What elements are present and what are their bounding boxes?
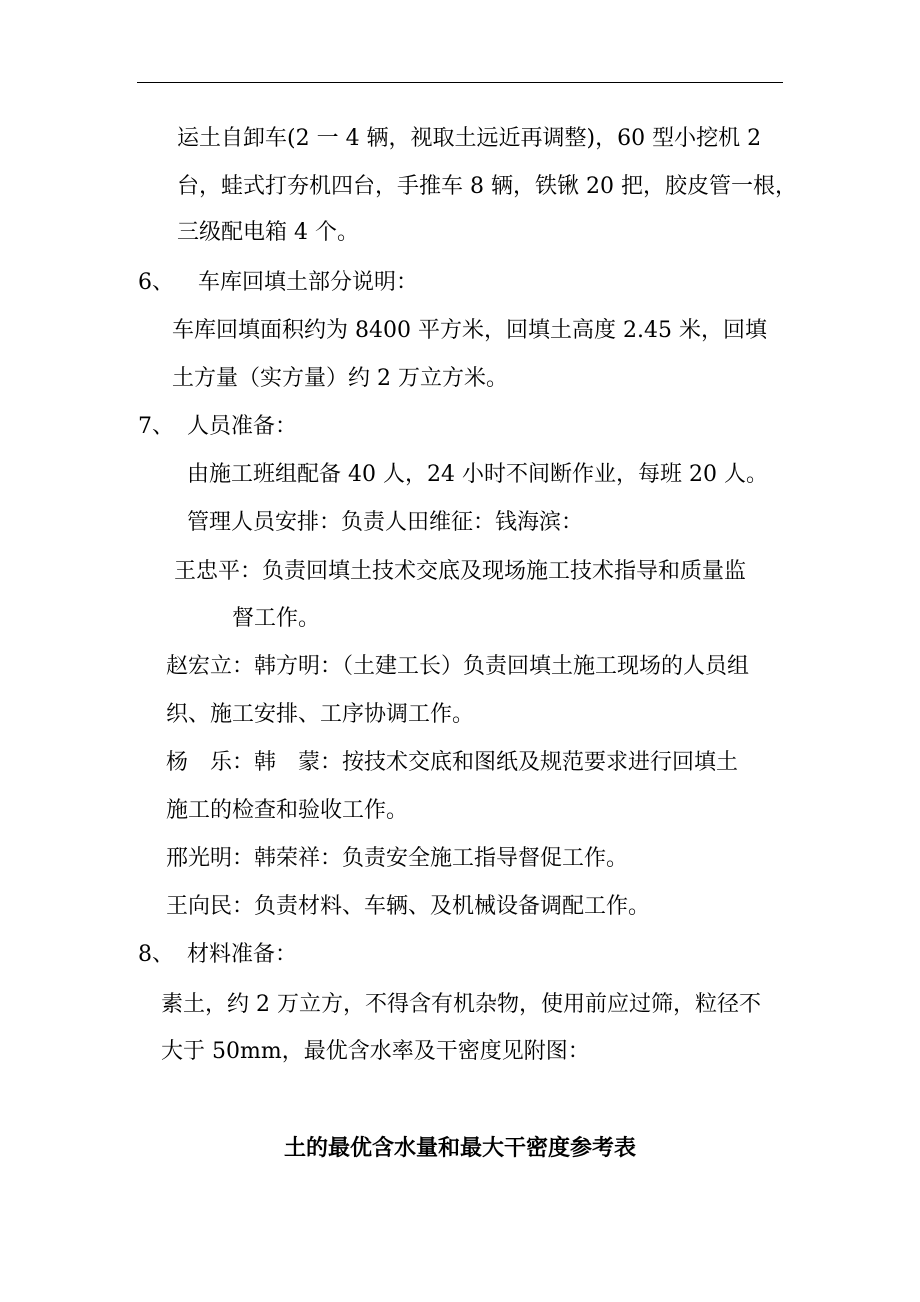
- text-line: 三级配电箱 4 个。: [177, 220, 359, 245]
- text-line: 邢光明：韩荣祥：负责安全施工指导督促工作。: [166, 846, 629, 871]
- text-line: 织、施工安排、工序协调工作。: [166, 702, 475, 727]
- section-number: 8、: [138, 942, 174, 967]
- text-line: 王忠平：负责回填土技术交底及现场施工技术指导和质量监: [174, 559, 747, 584]
- text-line: 由施工班组配备 40 人，24 小时不间断作业，每班 20 人。: [187, 462, 768, 487]
- text-line: 王向民：负责材料、车辆、及机械设备调配工作。: [166, 894, 651, 919]
- text-line: 运土自卸车(2 一 4 辆，视取土远近再调整)，60 型小挖机 2: [177, 126, 762, 151]
- text-line: 督工作。: [232, 606, 321, 631]
- text-line: 施工的检查和验收工作。: [166, 798, 409, 823]
- text-line: 赵宏立：韩方明：（土建工长）负责回填土施工现场的人员组: [166, 654, 750, 679]
- header-rule: [137, 82, 783, 83]
- section-number: 7、: [138, 414, 174, 439]
- text-line: 素土，约 2 万立方，不得含有机杂物，使用前应过筛，粒径不: [161, 992, 761, 1017]
- table-title: 土的最优含水量和最大干密度参考表: [283, 1135, 636, 1161]
- text-line: 台，蛙式打夯机四台，手推车 8 辆，铁锹 20 把，胶皮管一根，: [177, 174, 797, 199]
- text-line: 大于 50mm，最优含水率及干密度见附图：: [161, 1039, 590, 1064]
- section-heading: 车库回填土部分说明：: [198, 270, 419, 295]
- text-line: 车库回填面积约为 8400 平方米，回填土高度 2.45 米，回填: [172, 318, 767, 343]
- section-heading: 材料准备：: [187, 942, 298, 967]
- section-number: 6、: [138, 270, 174, 295]
- section-heading: 人员准备：: [187, 414, 298, 439]
- text-line: 土方量（实方量）约 2 万立方米。: [172, 366, 508, 391]
- text-line: 管理人员安排：负责人田维征：钱海滨：: [187, 510, 584, 535]
- text-line: 杨 乐：韩 蒙：按技术交底和图纸及规范要求进行回填土: [166, 750, 739, 775]
